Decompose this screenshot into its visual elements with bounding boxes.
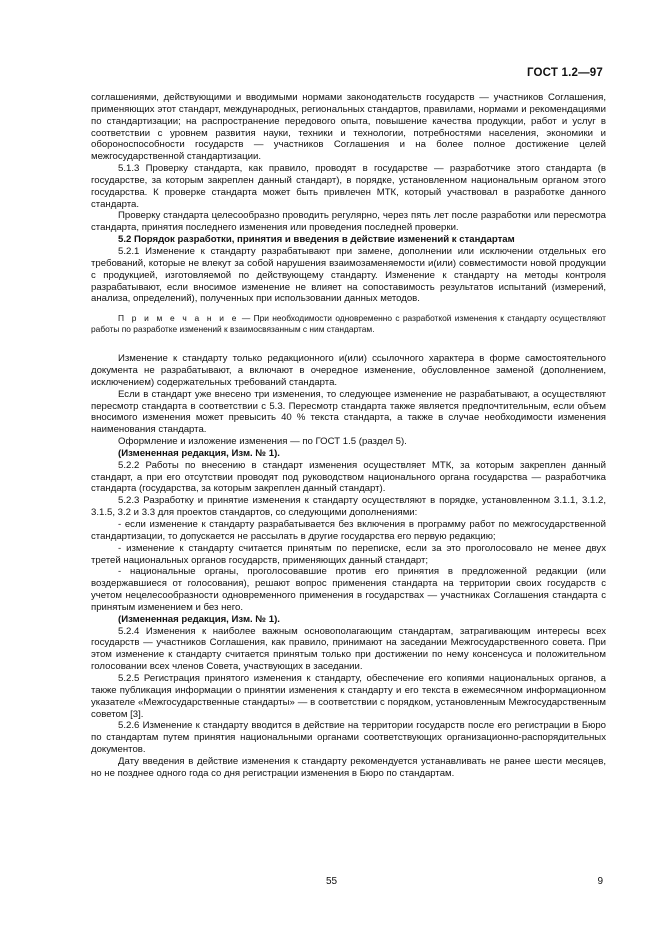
paragraph: 5.2.5 Регистрация принятого изменения к стандарту, обеспечение его копиями национальных органов, а также публикация информации о принятии изменения к стандарту и его текста в ежемесячном информационном указателе «Межгосударственные стандарты» — в соответствии с порядком, установленным Межгосударственным советом [3]. <box>91 672 606 720</box>
note-label: П р и м е ч а н и е <box>118 313 239 324</box>
paragraph: 5.2.1 Изменение к стандарту разрабатывают при замене, дополнении или исключении отдельных его требований, которые не влекут за собой нарушения взаимозаменяемости и(или) совместимости новой продукции с продукцией, изготовляемой по действующему стандарту. Изменение к стандарту на методы контроля разрабатывают, если вносимое изменение не влияет на сопоставимость результатов испытаний (измерений, анализа, определений), полученных при использовании данных методов. <box>91 245 606 305</box>
document-body <box>91 92 606 780</box>
paragraph: 5.1.3 Проверку стандарта, как правило, проводят в государстве — разработчике этого стандарта (в государстве, за которым закреплен данный стандарт), в порядке, установленном национальным органом этого государства. К проверке стандарта может быть привлечен МТК, который участвовал в разработке данного стандарта. <box>91 163 606 210</box>
paragraph: Проверку стандарта целесообразно проводить регулярно, через пять лет после разработки или пересмотра стандарта, принятия последнего изменения или проведения последней проверки. <box>91 210 606 234</box>
list-item: - национальные органы, проголосовавшие против его принятия в предложенной редакции (или воздержавшиеся от голосования), решают вопрос применения стандарта на территории своих государств с учетом нецелесообразности одновременного применения в государствах — участниках Соглашения стандарта с принятым изменением и без него. <box>91 566 606 613</box>
paragraph: Дату введения в действие изменения к стандарту рекомендуется устанавливать не ранее шести месяцев, но не позднее одного года со дня регистрации изменения в Бюро по стандартам. <box>91 755 606 779</box>
paragraph: 5.2.2 Работы по внесению в стандарт изменения осуществляет МТК, за которым закреплен данный стандарт, а при его отсутствии проводят под руководством национального органа государства — разработчика стандарта (государства, за которым закреплен данный стандарт). <box>91 459 606 495</box>
paragraph: Изменение к стандарту только редакционного и(или) ссылочного характера в форме самостоятельного документа не разрабатывают, а включают в очередное изменение, обусловленное заменой (дополнением, исключением) содержательных требований стандарта. <box>91 353 606 388</box>
list-item: - если изменение к стандарту разрабатывается без включения в программу работ по межгосударственной стандартизации, то допускается не рассылать в другие государства его первую редакцию; <box>91 519 606 542</box>
paragraph: 5.2.4 Изменения к наиболее важным основополагающим стандартам, затрагивающим интересы всех государств — участников Соглашения, как правило, принимают на заседании Межгосударственного совета. При этом изменение к стандарту считается принятым только при достижении по нему консенсуса и положительном голосовании всех членов Совета, участвующих в заседании. <box>91 625 606 673</box>
paragraph: Если в стандарт уже внесено три изменения, то следующее изменение не разрабатывают, а осуществляют пересмотр стандарта в соответствии с 5.3. Пересмотр стандарта также является предпочтительным, если объем вносимого изменения может превысить 40 % текста стандарта, а также в случае необходимости изменения наименования стандарта. <box>91 388 606 436</box>
list-item: - изменение к стандарту считается принятым по переписке, если за это проголосовало не менее двух третей национальных органов государств, применяющих данный стандарт; <box>91 542 606 566</box>
paragraph: 5.2.6 Изменение к стандарту вводится в действие на территории государств после его регистрации в Бюро по стандартам путем принятия национальными органами соответствующих организационно-распорядительных документов. <box>91 720 606 756</box>
footer-center-number: 55 <box>326 876 338 887</box>
note-text: — При необходимости одновременно с разработкой изменения к стандарту осуществляют работы по разработке изменений к взаимосвязанным с ним стандартам. <box>91 313 606 335</box>
section-heading: 5.2 Порядок разработки, принятия и введения в действие изменений к стандартам <box>118 234 515 246</box>
revision-note: (Измененная редакция, Изм. № 1). <box>118 613 280 625</box>
page-number: 9 <box>597 876 603 887</box>
note <box>91 313 606 335</box>
document-code: ГОСТ 1.2—97 <box>526 67 603 79</box>
paragraph: соглашениями, действующими и вводимыми нормами законодательств государств — участников Соглашения, применяющих этот стандарт, международных, региональных стандартов, правилами, нормами и рекомендациями по стандартизации; на распространение передового опыта, повышение качества продукции, работ и услуг в соответствии с уровнем развития науки, техники и технологии, потребностями населения, экономики и обороноспособности государств — участников Соглашения и на более полное достижение целей межгосударственной стандартизации. <box>91 92 606 163</box>
paragraph: Оформление и изложение изменения — по ГОСТ 1.5 (раздел 5). <box>118 436 407 448</box>
revision-note: (Измененная редакция, Изм. № 1). <box>118 447 280 459</box>
paragraph: 5.2.3 Разработку и принятие изменения к стандарту осуществляют в порядке, установленном 3.1.1, 3.1.2, 3.1.5, 3.2 и 3.3 для проектов стандартов, со следующими дополнениями: <box>91 495 606 519</box>
